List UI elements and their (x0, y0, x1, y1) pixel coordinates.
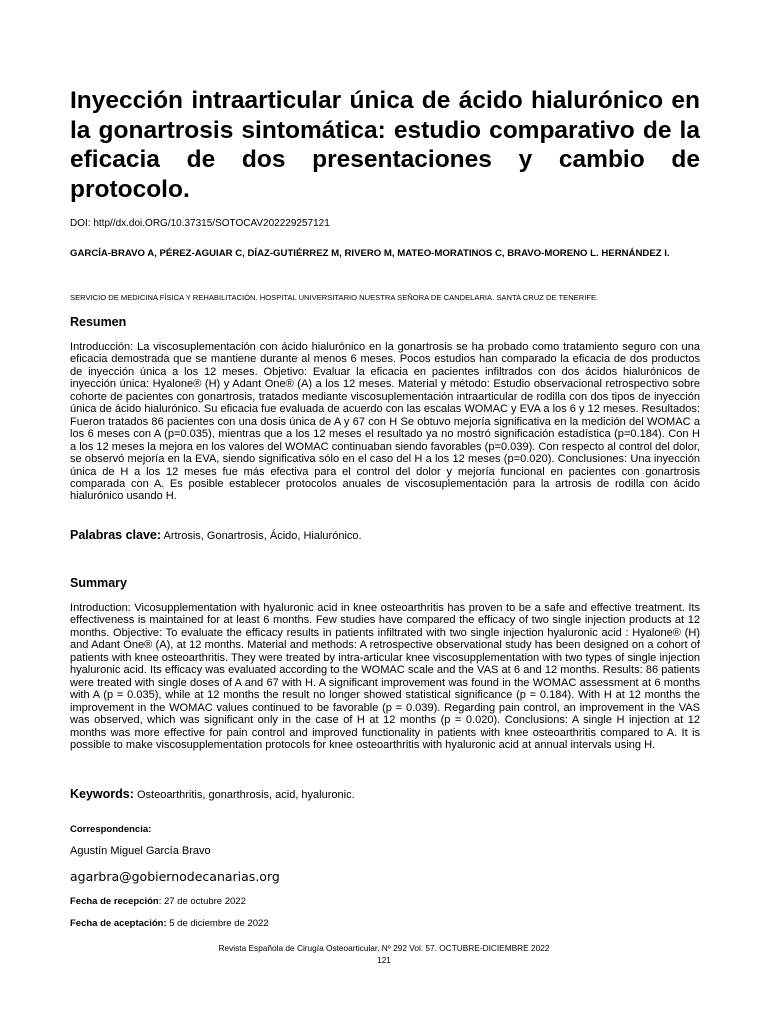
correspondence-name: Agustín Miguel García Bravo (70, 845, 211, 857)
keywords-es-values: Artrosis, Gonartrosis, Ácido, Hialurónico. (163, 530, 362, 542)
page-number: 121 (377, 955, 391, 965)
received-label: Fecha de recepción (70, 896, 159, 907)
keywords-en (70, 787, 355, 801)
resumen-text: Introducción: La viscosuplementación con ácido hialurónico en la gonartrosis se ha probado como tratamiento seguro con una eficacia demostrada que se mantiene durante al menos 6 meses. Pocos estudios han comparado la eficacia de dos productos de inyección única a los 12 meses. Objetivo: Evaluar la eficacia en pacientes infiltrados con dos ácidos hialurónicos de inyección única: Hyalone® (H) y Adant One® (A) a los 12 meses. Material y método: Estudio observacional retrospectivo sobre cohorte de pacientes con gonartrosis, tratados mediante viscosuplementación intraarticular de rodilla con dos tipos de inyección única de ácido hialurónico. Su eficacia fue evaluada de acuerdo con las escalas WOMAC y EVA a los 6 y 12 meses. Resultados: Fueron tratados 86 pacientes con una dosis única de A y 67 con H Se obtuvo mejoría significativa en la medición del WOMAC a los 6 meses con A (p=0.035), mientras que a los 12 meses el resultado ya no mostró significación estadística (p=0.184). Con H a los 12 meses la mejora en los valores del WOMAC continuaban siendo favorables (p=0.039). Con respecto al control del dolor, se observó mejoría en la EVA, siendo significativa sólo en el caso del H a los 12 meses (p=0.020). Conclusiones: Una inyección única de H a los 12 meses fue más efectiva para el control del dolor y mejoría funcional en pacientes con gonartrosis comparada con A. Es posible establecer protocolos anuales de viscosuplementación para la artrosis de rodilla con ácido hialurónico usando H. (70, 341, 700, 503)
accepted-value: 5 de diciembre de 2022 (166, 918, 269, 929)
received-value: : 27 de octubre 2022 (158, 896, 246, 907)
resumen-heading: Resumen (70, 315, 127, 329)
accepted-label: Fecha de aceptación: (70, 918, 167, 929)
authors-list: GARCÍA-BRAVO A, PÉREZ-AGUIAR C, DÍAZ-GUTIÉRREZ M, RIVERO M, MATEO-MORATINOS C, BRAVO-MORENO L. HERNÁNDEZ I. (70, 248, 670, 259)
article-title: Inyección intraarticular única de ácido hialurónico en la gonartrosis sintomática: estudio comparativo de la eficacia de dos presentaciones y cambio de protocolo. (70, 87, 700, 203)
affiliation: SERVICIO DE MEDICINA FÍSICA Y REHABILITACIÓN. HOSPITAL UNIVERSITARIO NUESTRA SEÑORA DE CANDELARIA. SANTA CRUZ DE TENERIFE. (70, 293, 599, 302)
keywords-es (70, 528, 362, 542)
keywords-en-label: Keywords: (70, 787, 134, 801)
correspondence-email[interactable]: agarbra@gobiernodecanarias.org (70, 869, 280, 884)
received-date (70, 896, 246, 907)
correspondence-label: Correspondencia: (70, 824, 152, 835)
keywords-en-values: Osteoarthritis, gonarthrosis, acid, hyaluronic. (136, 789, 355, 801)
journal-citation: Revista Española de Cirugía Osteoarticular. Nº 292 Vol. 57. OCTUBRE-DICIEMBRE 2022 (218, 943, 550, 953)
page-footer (0, 942, 768, 966)
accepted-date (70, 918, 269, 929)
summary-text: Introduction: Vicosupplementation with hyaluronic acid in knee osteoarthritis has proven to be a safe and effective treatment. Its effectiveness is maintained for at least 6 months. Few studies have compared the efficacy of two single injection products at 12 months. Objective: To evaluate the efficacy results in patients infiltrated with two single injection hyaluronic acid : Hyalone® (H) and Adant One® (A), at 12 months. Material and methods: A retrospective observational study has been designed on a cohort of patients with knee osteoarthritis. They were treated by intra-articular knee viscosupplementation with two types of single injection hyaluronic acid. Its efficacy was evaluated according to the WOMAC scale and the VAS at 6 and 12 months. Results: 86 patients were treated with single doses of A and 67 with H. A significant improvement was found in the WOMAC assessment at 6 months with A (p = 0.035), while at 12 months the result no longer showed statistical significance (p = 0.184). With H at 12 months the improvement in the WOMAC values continued to be favorable (p = 0.039). Regarding pain control, an improvement in the VAS was observed, which was significant only in the case of H at 12 months (p = 0.020). Conclusions: A single H injection at 12 months was more effective for pain control and improved functionality in patients with knee osteoarthritis compared to A. It is possible to make viscosupplementation protocols for knee osteoarthritis with hyaluronic acid at annual intervals using H. (70, 602, 700, 751)
doi-link[interactable]: DOI: http//dx.doi.ORG/10.37315/SOTOCAV202229257121 (70, 218, 330, 229)
keywords-es-label: Palabras clave: (70, 528, 162, 542)
summary-heading: Summary (70, 576, 127, 590)
